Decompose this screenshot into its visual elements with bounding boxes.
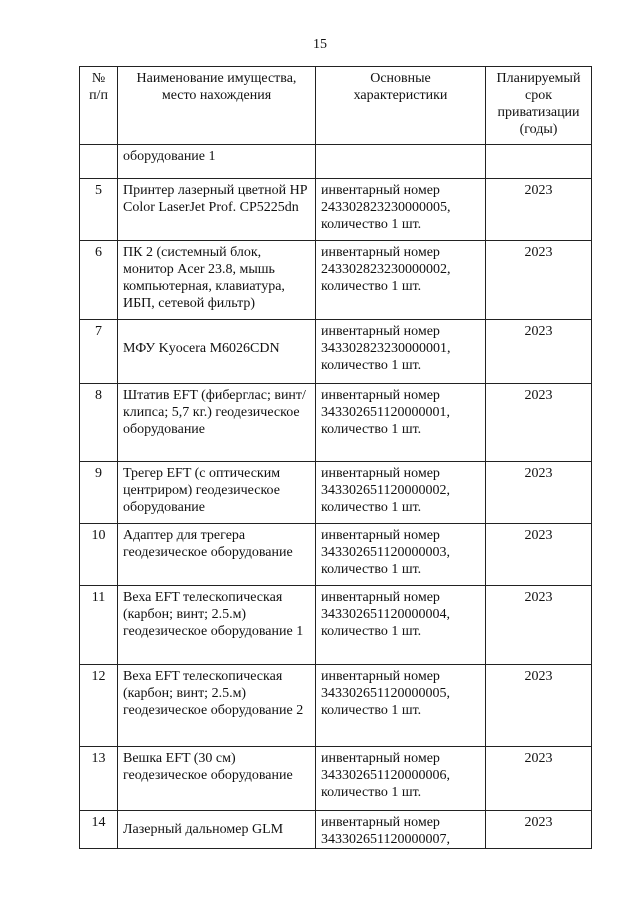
cell-name: ПК 2 (системный блок, монитор Acer 23.8, мышь компьютерная, клавиатура, ИБП, сетевой фильтр)	[118, 241, 316, 320]
cell-chars: инвентарный номер 243302823230000005, количество 1 шт.	[316, 179, 486, 241]
table-row	[80, 320, 592, 384]
header-num	[80, 67, 118, 145]
cell-name: Трегер EFT (с оптическим центриром) геодезическое оборудование	[118, 462, 316, 524]
cell-year	[486, 145, 592, 179]
header-year-line4: (годы)	[519, 122, 558, 137]
property-table	[79, 66, 592, 849]
cell-year: 2023	[486, 524, 592, 586]
table-row	[80, 384, 592, 462]
table-row	[80, 811, 592, 849]
cell-year: 2023	[486, 241, 592, 320]
table-header-row	[80, 67, 592, 145]
header-year-line1: Планируемый	[496, 71, 581, 86]
table-row	[80, 179, 592, 241]
header-name-line2: место нахождения	[161, 88, 272, 103]
cell-num: 5	[80, 179, 118, 241]
cell-num: 13	[80, 747, 118, 811]
header-name	[118, 67, 316, 145]
table-row	[80, 665, 592, 747]
cell-year: 2023	[486, 747, 592, 811]
cell-num: 6	[80, 241, 118, 320]
cell-year: 2023	[486, 811, 592, 849]
cell-chars	[316, 145, 486, 179]
header-year-line3: приватизации	[497, 105, 580, 120]
header-year	[486, 67, 592, 145]
cell-year: 2023	[486, 665, 592, 747]
cell-year: 2023	[486, 462, 592, 524]
cell-chars: инвентарный номер 343302823230000001, количество 1 шт.	[316, 320, 486, 384]
header-year-line2: срок	[524, 88, 552, 103]
cell-year: 2023	[486, 179, 592, 241]
cell-num: 9	[80, 462, 118, 524]
table-row	[80, 241, 592, 320]
table-row	[80, 462, 592, 524]
cell-name: Веха EFT телескопическая (карбон; винт; 2.5.м) геодезическое оборудование 2	[118, 665, 316, 747]
cell-num: 14	[80, 811, 118, 849]
cell-num: 8	[80, 384, 118, 462]
cell-chars: инвентарный номер 343302651120000002, количество 1 шт.	[316, 462, 486, 524]
cell-chars: инвентарный номер 343302651120000003, количество 1 шт.	[316, 524, 486, 586]
cell-name: Веха EFT телескопическая (карбон; винт; 2.5.м) геодезическое оборудование 1	[118, 586, 316, 665]
cell-year: 2023	[486, 384, 592, 462]
table-row	[80, 747, 592, 811]
cell-name: Штатив EFT (фиберглас; винт/клипса; 5,7 кг.) геодезическое оборудование	[118, 384, 316, 462]
cell-year: 2023	[486, 320, 592, 384]
cell-num	[80, 145, 118, 179]
cell-name: Адаптер для трегера геодезическое оборудование	[118, 524, 316, 586]
cell-year: 2023	[486, 586, 592, 665]
cell-chars: инвентарный номер 343302651120000007,	[316, 811, 486, 849]
header-num-line1: №	[91, 71, 106, 86]
cell-name: оборудование 1	[118, 145, 316, 179]
cell-num: 10	[80, 524, 118, 586]
table-row-continuation	[80, 145, 592, 179]
table-row	[80, 586, 592, 665]
cell-chars: инвентарный номер 343302651120000001, количество 1 шт.	[316, 384, 486, 462]
cell-name: Лазерный дальномер GLM	[118, 811, 316, 849]
header-name-line1: Наименование имущества,	[136, 71, 297, 86]
cell-chars: инвентарный номер 343302651120000006, количество 1 шт.	[316, 747, 486, 811]
header-chars	[316, 67, 486, 145]
cell-num: 12	[80, 665, 118, 747]
cell-name: МФУ Kyocera M6026CDN	[118, 320, 316, 384]
header-chars-line1: Основные	[370, 71, 431, 86]
cell-name: Вешка EFT (30 см) геодезическое оборудование	[118, 747, 316, 811]
cell-name: Принтер лазерный цветной HP Color LaserJet Prof. CP5225dn	[118, 179, 316, 241]
cell-num: 11	[80, 586, 118, 665]
header-num-line2: п/п	[89, 88, 108, 103]
cell-chars: инвентарный номер 343302651120000004, количество 1 шт.	[316, 586, 486, 665]
cell-num: 7	[80, 320, 118, 384]
page-number: 15	[313, 37, 327, 52]
header-chars-line2: характеристики	[353, 88, 448, 103]
cell-chars: инвентарный номер 343302651120000005, количество 1 шт.	[316, 665, 486, 747]
table-row	[80, 524, 592, 586]
cell-chars: инвентарный номер 243302823230000002, количество 1 шт.	[316, 241, 486, 320]
